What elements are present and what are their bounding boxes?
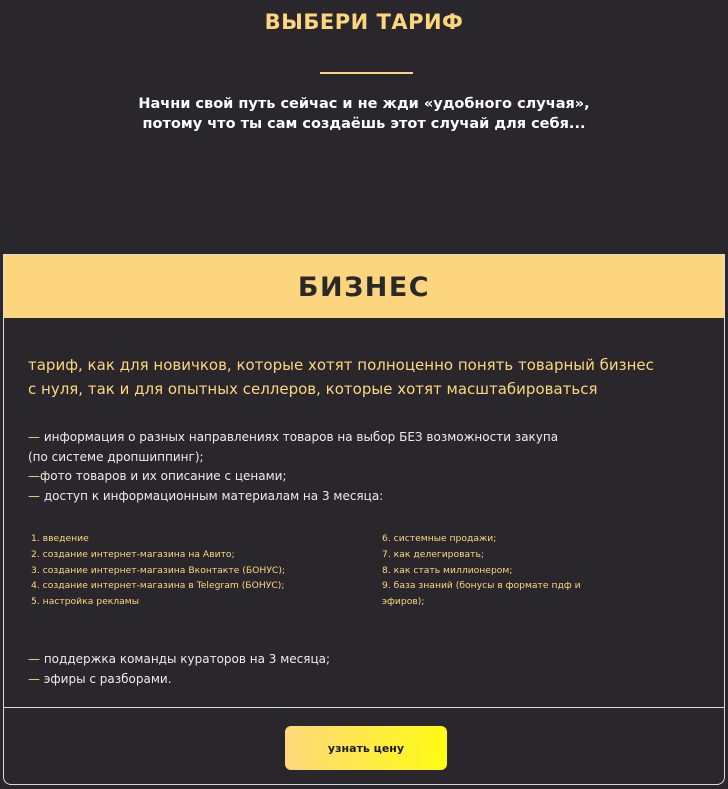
tariff-intro <box>28 353 688 401</box>
modules-list-right <box>382 531 622 610</box>
module-item: 2. создание интернет-магазина на Авито; <box>31 548 235 560</box>
module-item: эфиров); <box>382 596 425 608</box>
extra-text: эфиры с разборами. <box>43 671 172 686</box>
dash-marker: — <box>28 430 40 444</box>
feature-text: доступ к информационным материалам на 3 месяца: <box>43 488 384 503</box>
intro-line: тариф, как для новичков, которые хотят полноценно понять товарный бизнес <box>28 356 654 374</box>
module-item: 1. введение <box>31 533 89 544</box>
modules-list-left <box>31 531 371 610</box>
feature-text: фото товаров и их описание с ценами; <box>40 469 287 483</box>
card-footer-divider <box>4 707 724 708</box>
dash-marker: — <box>28 671 40 686</box>
module-item: 5. настройка рекламы <box>31 596 139 608</box>
module-item: 6. системные продажи; <box>382 533 497 544</box>
feature-text: (по системе дропшиппинг); <box>28 449 204 464</box>
intro-line: с нуля, так и для опытных селлеров, которые хотят масштабироваться <box>28 380 598 398</box>
learn-price-button[interactable]: узнать цену <box>285 726 447 770</box>
extra-item <box>28 670 648 690</box>
extra-item <box>28 650 648 670</box>
extras-list <box>28 650 648 689</box>
tariff-card <box>3 254 725 785</box>
dash-marker: — <box>28 652 40 666</box>
module-item: 7. как делегировать; <box>382 548 485 560</box>
title-divider <box>320 72 413 74</box>
subtitle-line: потому что ты сам создаёшь этот случай для себя... <box>142 116 586 132</box>
feature-list <box>28 428 648 506</box>
subtitle-line: Начни свой путь сейчас и не жди «удобного случая», <box>138 96 590 112</box>
module-item: 4. создание интернет-магазина в Telegram (БОНУС); <box>31 580 285 592</box>
feature-text: информация о разных направлениях товаров на выбор БЕЗ возможности закупа <box>43 430 559 444</box>
dash-marker: — <box>28 488 40 503</box>
tariff-name: БИЗНЕС <box>4 255 724 318</box>
extra-text: поддержка команды кураторов на 3 месяца; <box>43 652 331 666</box>
feature-item <box>28 428 648 448</box>
feature-item <box>28 448 648 468</box>
dash-marker: — <box>28 469 40 483</box>
module-item: 3. создание интернет-магазина Вконтакте (БОНУС); <box>31 564 286 576</box>
module-item: 8. как стать миллионером; <box>382 564 513 576</box>
module-item: 9. база знаний (бонусы в формате пдф и <box>382 580 581 592</box>
page-subtitle <box>0 94 728 134</box>
feature-item <box>28 467 648 487</box>
feature-item <box>28 487 648 507</box>
page-title: ВЫБЕРИ ТАРИФ <box>264 10 464 34</box>
